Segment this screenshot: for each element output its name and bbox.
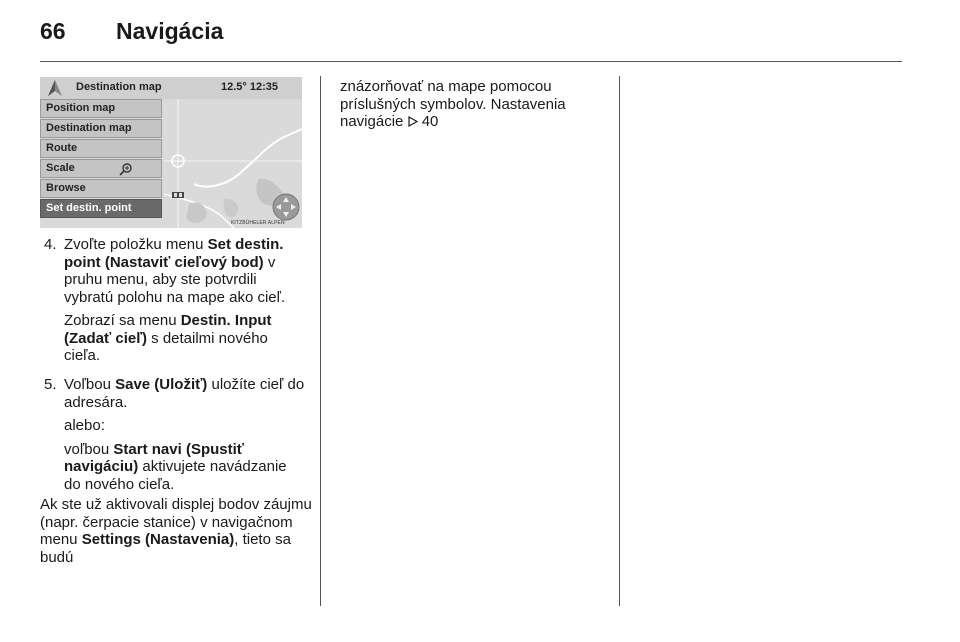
compass-arrow-icon (48, 80, 62, 96)
menu-term: Start navi (Spustiť navigáciu) (64, 440, 244, 475)
screen-title: Destination map (76, 81, 162, 93)
page-title: Navigácia (116, 18, 224, 44)
menu-item-destination-map: Destination map (40, 119, 162, 138)
step-paragraph: alebo: (64, 417, 105, 434)
menu-term: Destin. Input (Zadať cieľ) (64, 312, 272, 347)
menu-item-set-destin-point: Set destin. point (40, 199, 162, 218)
screen-menu (40, 99, 162, 219)
page-reference[interactable]: 40 (421, 113, 439, 130)
step-5 (44, 376, 306, 494)
menu-term: Settings (Nastavenia) (81, 531, 235, 548)
step-number: 4. (44, 236, 57, 253)
menu-item-browse: Browse (40, 179, 162, 198)
screen-status: 12.5° 12:35 (221, 81, 278, 93)
zoom-icon (119, 162, 133, 176)
step-body (64, 236, 306, 365)
step-paragraph: Voľbou Save (Uložiť) uložíte cieľ do adresára. (64, 376, 305, 411)
column-divider-left (320, 76, 321, 606)
menu-item-route: Route (40, 139, 162, 158)
header-divider (40, 61, 902, 62)
step-paragraph: Zobrazí sa menu Destin. Input (Zadať cieľ) s detailmi nového cieľa. (64, 312, 272, 364)
step-paragraph: voľbou Start navi (Spustiť navigáciu) aktivujete navádzanie do nového cieľa. (64, 440, 287, 493)
body-paragraph-right: znázorňovať na mape pomocou príslušných symbolov. Nastavenia navigácie 40 (340, 78, 566, 130)
column-divider-right (619, 76, 620, 606)
map-caption: KITZBÜHELER ALPEN (231, 220, 285, 226)
map-view (164, 99, 302, 228)
navigation-screenshot (40, 77, 302, 228)
menu-term: Save (Uložiť) (115, 376, 208, 393)
menu-item-scale: Scale (40, 159, 162, 178)
step-paragraph: Zvoľte položku menu Set destin. point (Nastaviť cieľový bod) v pruhu menu, aby ste potvrdili vybratú polohu na mape ako cieľ. (64, 236, 286, 306)
crosshair-icon (170, 153, 186, 169)
screen-title-bar (40, 77, 302, 99)
direction-pad-icon (272, 193, 300, 221)
menu-term: Set destin. point (Nastaviť cieľový bod) (64, 236, 284, 271)
step-4 (44, 236, 306, 366)
menu-item-position-map: Position map (40, 99, 162, 118)
page-number: 66 (40, 18, 66, 44)
step-body (64, 376, 306, 493)
step-number: 5. (44, 376, 57, 393)
body-paragraph-left: Ak ste už aktivovali displej bodov záujmu (napr. čerpacie stanice) v navigačnom menu Settings (Nastavenia), tieto sa budú (40, 496, 312, 566)
poi-icon (172, 191, 184, 199)
page-reference-arrow-icon (408, 116, 418, 127)
